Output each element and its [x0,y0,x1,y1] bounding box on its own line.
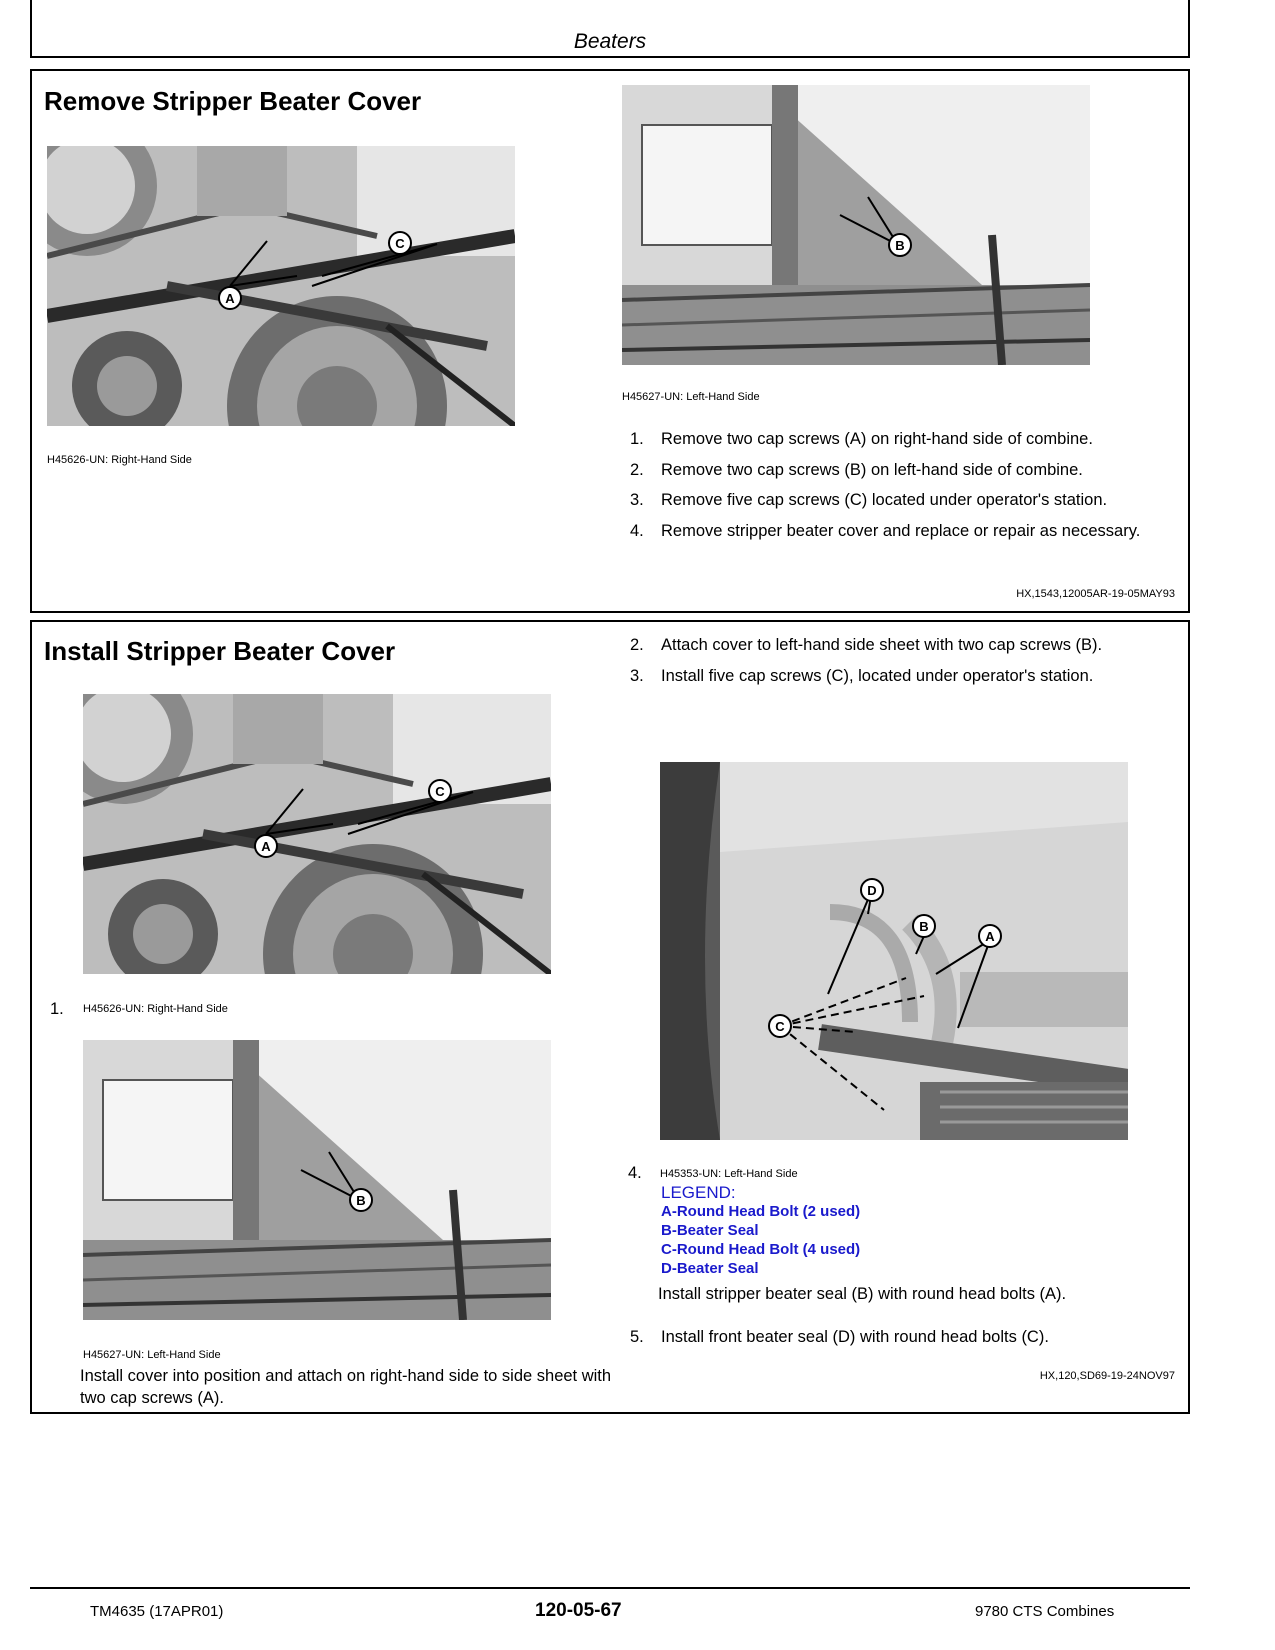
callout-c: C [775,1019,785,1034]
install-step-1-text: Install cover into position and attach on right-hand side to side sheet with two cap screws (A). [80,1367,612,1407]
remove-step-1-num: 1. [630,430,644,448]
callout-b: B [919,919,929,934]
photo-right-hand-side [47,146,515,426]
install-step-5 [630,1326,1175,1348]
photo-install-right-hand-side [83,694,551,974]
remove-step-4 [630,520,1175,566]
legend [661,1183,1161,1278]
install-lh-caption: H45627-UN: Left-Hand Side [83,1349,221,1361]
remove-step-2-text: Remove two cap screws (B) on left-hand side of combine. [661,461,1083,479]
remove-rh-caption: H45626-UN: Right-Hand Side [47,454,192,466]
remove-step-1 [630,428,1175,450]
install-step-5-num: 5. [630,1328,644,1346]
install-section-title: Install Stripper Beater Cover [44,636,396,666]
install-step-3 [630,665,1175,687]
remove-section-title: Remove Stripper Beater Cover [44,86,422,116]
callout-a: A [225,291,235,306]
callout-a: A [985,929,995,944]
callout-d: D [867,883,877,898]
install-step-2-text: Attach cover to left-hand side sheet with two cap screws (B). [661,636,1103,654]
remove-lh-caption: H45627-UN: Left-Hand Side [622,391,760,403]
page-header-title: Beaters [573,30,647,53]
footer-manual-id: TM4635 (17APR01) [90,1603,224,1620]
install-seal-caption: H45353-UN: Left-Hand Side [660,1168,798,1180]
photo-beater-seal-left-hand-side [660,762,1128,1140]
remove-step-3-num: 3. [630,491,644,509]
install-reference-code: HX,120,SD69-19-24NOV97 [1039,1370,1175,1382]
legend-item-c: C-Round Head Bolt (4 used) [661,1241,861,1258]
install-step-3-text: Install five cap screws (C), located under operator's station. [661,667,1094,685]
remove-step-1-text: Remove two cap screws (A) on right-hand side of combine. [661,430,1093,448]
legend-item-a: A-Round Head Bolt (2 used) [661,1203,861,1220]
callout-b: B [356,1193,366,1208]
remove-step-4-num: 4. [630,522,644,540]
legend-heading: LEGEND: [661,1183,736,1202]
remove-step-4-text: Remove stripper beater cover and replace or repair as necessary. [661,522,1141,540]
install-step-2 [630,634,1175,656]
callout-c: C [435,784,445,799]
install-step-2-num: 2. [630,636,644,654]
install-step-3-num: 3. [630,667,644,685]
install-step-1-num: 1. [50,1000,64,1018]
callout-b: B [895,238,905,253]
footer-product-name: 9780 CTS Combines [975,1603,1115,1620]
callout-a: A [261,839,271,854]
install-step-5-text: Install front beater seal (D) with round head bolts (C). [661,1328,1049,1346]
remove-step-2 [630,459,1175,481]
photo-install-left-hand-side [83,1040,551,1320]
photo-left-hand-side [622,85,1090,365]
remove-step-3-text: Remove five cap screws (C) located under operator's station. [661,491,1108,509]
legend-item-d: D-Beater Seal [661,1260,759,1277]
remove-reference-code: HX,1543,12005AR-19-05MAY93 [1016,588,1175,600]
install-step-4-text: Install stripper beater seal (B) with round head bolts (A). [658,1285,1067,1303]
callout-c: C [395,236,405,251]
footer-page-number: 120-05-67 [535,1600,622,1621]
install-step-4-num: 4. [628,1164,642,1182]
remove-step-2-num: 2. [630,461,644,479]
install-rh-caption: H45626-UN: Right-Hand Side [83,1003,228,1015]
legend-item-b: B-Beater Seal [661,1222,759,1239]
remove-step-3 [630,489,1175,511]
footer-divider [30,1587,1190,1589]
